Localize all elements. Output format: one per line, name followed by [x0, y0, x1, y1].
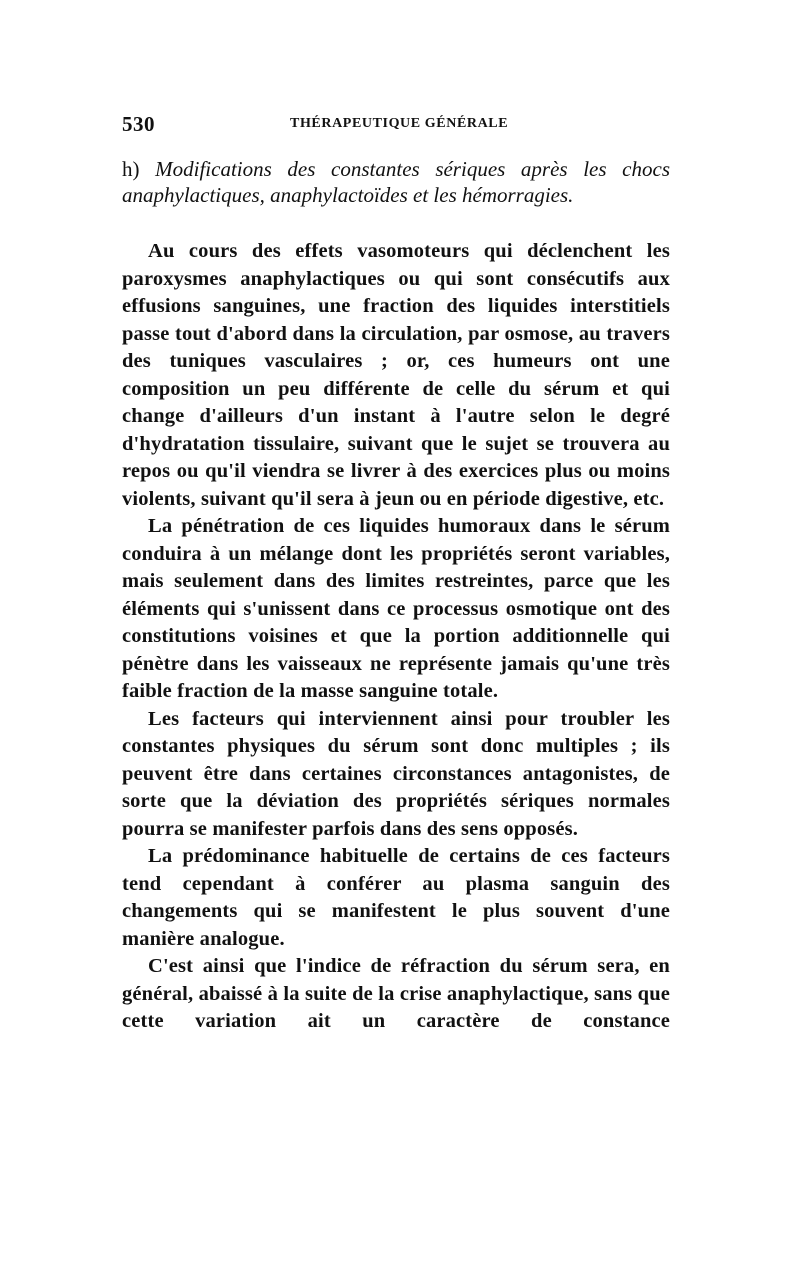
page-header	[122, 112, 670, 142]
section-heading	[122, 156, 670, 208]
book-page	[122, 112, 670, 1036]
paragraph-3: Les facteurs qui interviennent ainsi pour troubler les constantes physiques du sérum sont donc multiples ; ils peuvent être dans certaines circonstances antagonistes, de sorte que la déviation des propriétés sériques normales pourra se manifester parfois dans des sens opposés.	[122, 707, 670, 840]
page-number: 530	[122, 112, 155, 136]
running-head: THÉRAPEUTIQUE GÉNÉRALE	[290, 116, 509, 131]
paragraph-1: Au cours des effets vasomoteurs qui déclenchent les paroxysmes anaphylactiques ou qui sont consécutifs aux effusions sanguines, une fraction des liquides interstitiels passe tout d'abord dans la circulation, par osmose, au travers des tuniques vasculaires ; or, ces humeurs ont une composition un peu différente de celle du sérum et qui change d'ailleurs d'un instant à l'autre selon le degré d'hydratation tissulaire, suivant que le sujet se trouvera au repos ou qu'il viendra se livrer à des exercices plus ou moins violents, suivant qu'il sera à jeun ou en période digestive, etc.	[122, 240, 670, 510]
body-text	[122, 238, 670, 1036]
paragraph-4: La prédominance habituelle de certains de ces facteurs tend cependant à conférer au plasma sanguin des changements qui se manifestent le plus souvent d'une manière analogue.	[122, 845, 670, 950]
section-marker: h)	[122, 157, 156, 181]
paragraph-2: La pénétration de ces liquides humoraux dans le sérum conduira à un mélange dont les propriétés seront variables, mais seulement dans des limites restreintes, parce que les éléments qui s'unissent dans ce processus osmotique ont des constitutions voisines et que la portion additionnelle qui pénètre dans les vaisseaux ne représente jamais qu'une très faible fraction de la masse sanguine totale.	[122, 515, 670, 702]
section-title: Modifications des constantes sériques après les chocs anaphylactiques, anaphylactoïdes et les hémorragies.	[122, 157, 670, 207]
paragraph-5: C'est ainsi que l'indice de réfraction du sérum sera, en général, abaissé à la suite de la crise anaphylactique, sans que cette variation ait un caractère de constance	[122, 955, 670, 1032]
